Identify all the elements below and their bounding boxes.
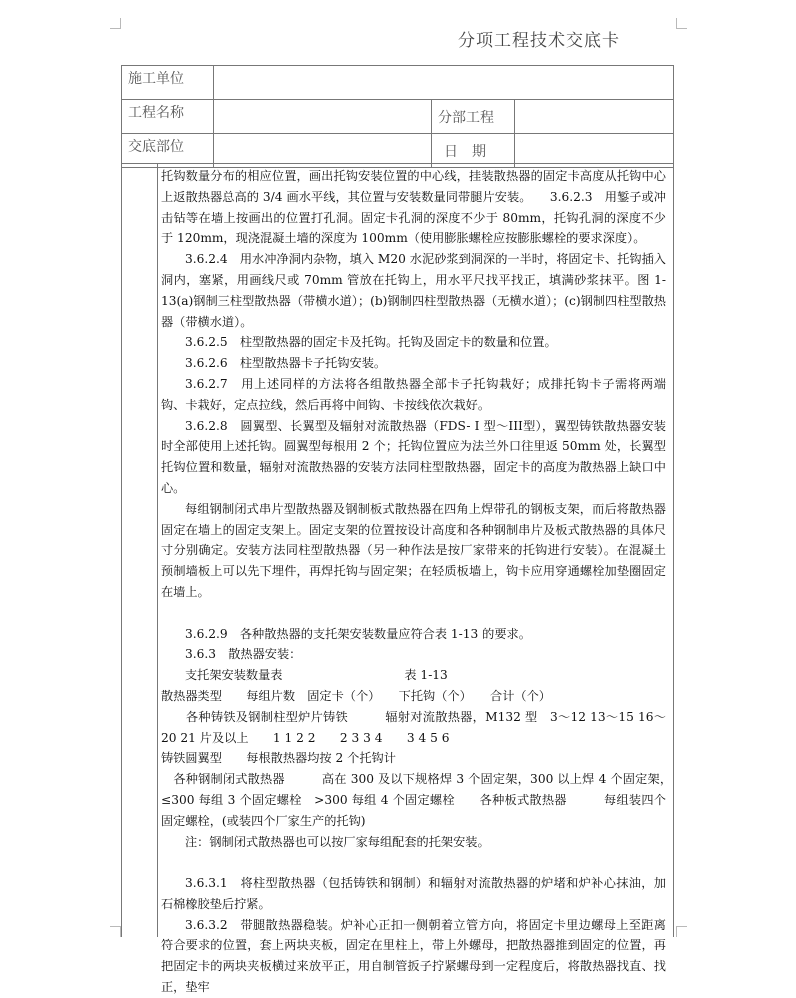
- project-name-value: [214, 100, 432, 134]
- body-paragraph: 3.6.3.1 将柱型散热器（包括铸铁和钢制）和辐射对流散热器的炉堵和炉补心抹油，加石棉橡胶垫后拧紧。: [161, 876, 666, 911]
- construction-unit-value: [214, 66, 674, 100]
- header-row-construction-unit: [122, 66, 674, 100]
- header-row-project-name: [122, 100, 674, 134]
- division-value: [515, 100, 674, 134]
- body-paragraph: 各种钢制闭式散热器 高在 300 及以下规格焊 3 个固定架，300 以上焊 4 个固定架， ≤300 每组 3 个固定螺栓 >300 每组 4 个固定螺栓 各种板式散热器 每组装四个固定螺栓，(或装四个厂家生产的托钩): [161, 772, 679, 828]
- crop-mark-top-left: [110, 18, 121, 29]
- construction-unit-label: 施工单位: [122, 66, 214, 100]
- body-paragraph: 3.6.2.6 柱型散热器卡子托钩安装。: [185, 356, 387, 371]
- document-body: [161, 166, 679, 998]
- body-paragraph: 注：钢制闭式散热器也可以按厂家每组配套的托架安装。: [185, 834, 490, 849]
- body-paragraph: 3.6.3.2 带腿散热器稳装。炉补心正扣一侧朝着立管方向，将固定卡里边螺母上至距离符合要求的位置，套上两块夹板，固定在里柱上，带上外螺母，把散热器推到固定的位置，再把固定卡的两块夹板横过来放平正，用自制管扳子拧紧螺母到一定程度后，将散热器找直、找正，垫牢: [161, 917, 666, 995]
- body-paragraph: 3.6.2.4 用水冲净洞内杂物，填入 M20 水泥砂浆到洞深的一半时，将固定卡、托钩插入洞内，塞紧，用画线尺或 70mm 管放在托钩上，用水平尺找平找正，填满砂浆抹平。图 1-13(a)钢制三柱型散热器（带横水道）；(b)钢制四柱型散热器（无横水道）；(c)钢制四柱型散热器（带横水道）。: [161, 252, 666, 329]
- content-inner-border: [157, 164, 158, 937]
- body-paragraph: 3.6.2.5 柱型散热器的固定卡及托钩。托钩及固定卡的数量和位置。: [185, 335, 557, 350]
- division-label: 分部工程: [432, 100, 515, 134]
- body-paragraph: 3.6.3 散热器安装：: [185, 647, 302, 662]
- body-paragraph: 3.6.2.7 用上述同样的方法将各组散热器全部卡子托钩栽好；成排托钩卡子需将两端钩、卡栽好，定点拉线，然后再将中间钩、卡按线依次栽好。: [161, 376, 666, 412]
- body-paragraph: 铸铁圆翼型 每根散热器均按 2 个托钩计: [161, 751, 396, 766]
- body-paragraph: 散热器类型 每组片数 固定卡（个） 下托钩（个） 合计（个）: [161, 688, 551, 703]
- body-paragraph: 各种铸铁及钢制柱型炉片铸铁 辐射对流散热器，M132 型 3～12 13～15 16～20 21 片及以上 1 1 2 2 2 3 3 4 3 4 5 6: [161, 709, 666, 745]
- body-paragraph: 3.6.2.8 圆翼型、长翼型及辐射对流散热器（FDS- I 型～III型），翼型铸铁散热器安装时全部使用上述托钩。圆翼型每根用 2 个；托钩位置应为法兰外口往里返 50mm 处，长翼型托钩位置和数量，辐射对流散热器的安装方法同柱型散热器，固定卡的高度为散热器上缺口中心。: [161, 418, 666, 495]
- blank-line: [161, 852, 666, 873]
- body-paragraph: 托钩数量分布的相应位置，画出托钩安装位置的中心线，挂装散热器的固定卡高度从托钩中心上返散热器总高的 3/4 画水平线，其位置与安装数量同带腿片安装。 3.6.2.3 用錾子或冲击钻等在墙上按画出的位置打孔洞。固定卡孔洞的深度不少于 80mm，托钩孔洞的深度不少于 120mm，现浇混凝土墙的深度为 100mm（使用膨胀螺栓应按膨胀螺栓的要求深度）。: [161, 169, 666, 246]
- project-name-label: 工程名称: [122, 100, 214, 134]
- crop-mark-bottom-right: [676, 926, 687, 937]
- body-paragraph: 每组钢制闭式串片型散热器及钢制板式散热器在四角上焊带孔的钢板支架，而后将散热器固定在墙上的固定支架上。固定支架的位置按设计高度和各种钢制串片及板式散热器的具体尺寸分别确定。安装方法同柱型散热器（另一种作法是按厂家带来的托钩进行安装）。在混凝土预制墙板上可以先下埋件，再焊托钩与固定架；在轻质板墙上，钩卡应用穿通螺栓加垫圈固定在墙上。: [161, 501, 666, 599]
- crop-mark-bottom-left: [110, 926, 121, 937]
- handover-part-label: 交底部位: [122, 134, 214, 168]
- body-paragraph: 支托架安装数量表 表 1-13: [185, 668, 448, 683]
- document-title: 分项工程技术交底卡: [458, 31, 620, 51]
- blank-line: [161, 603, 666, 624]
- header-table: [121, 65, 674, 168]
- date-label: 日 期: [432, 134, 515, 168]
- crop-mark-top-right: [676, 18, 687, 29]
- body-paragraph: 3.6.2.9 各种散热器的支托架安装数量应符合表 1-13 的要求。: [185, 626, 531, 641]
